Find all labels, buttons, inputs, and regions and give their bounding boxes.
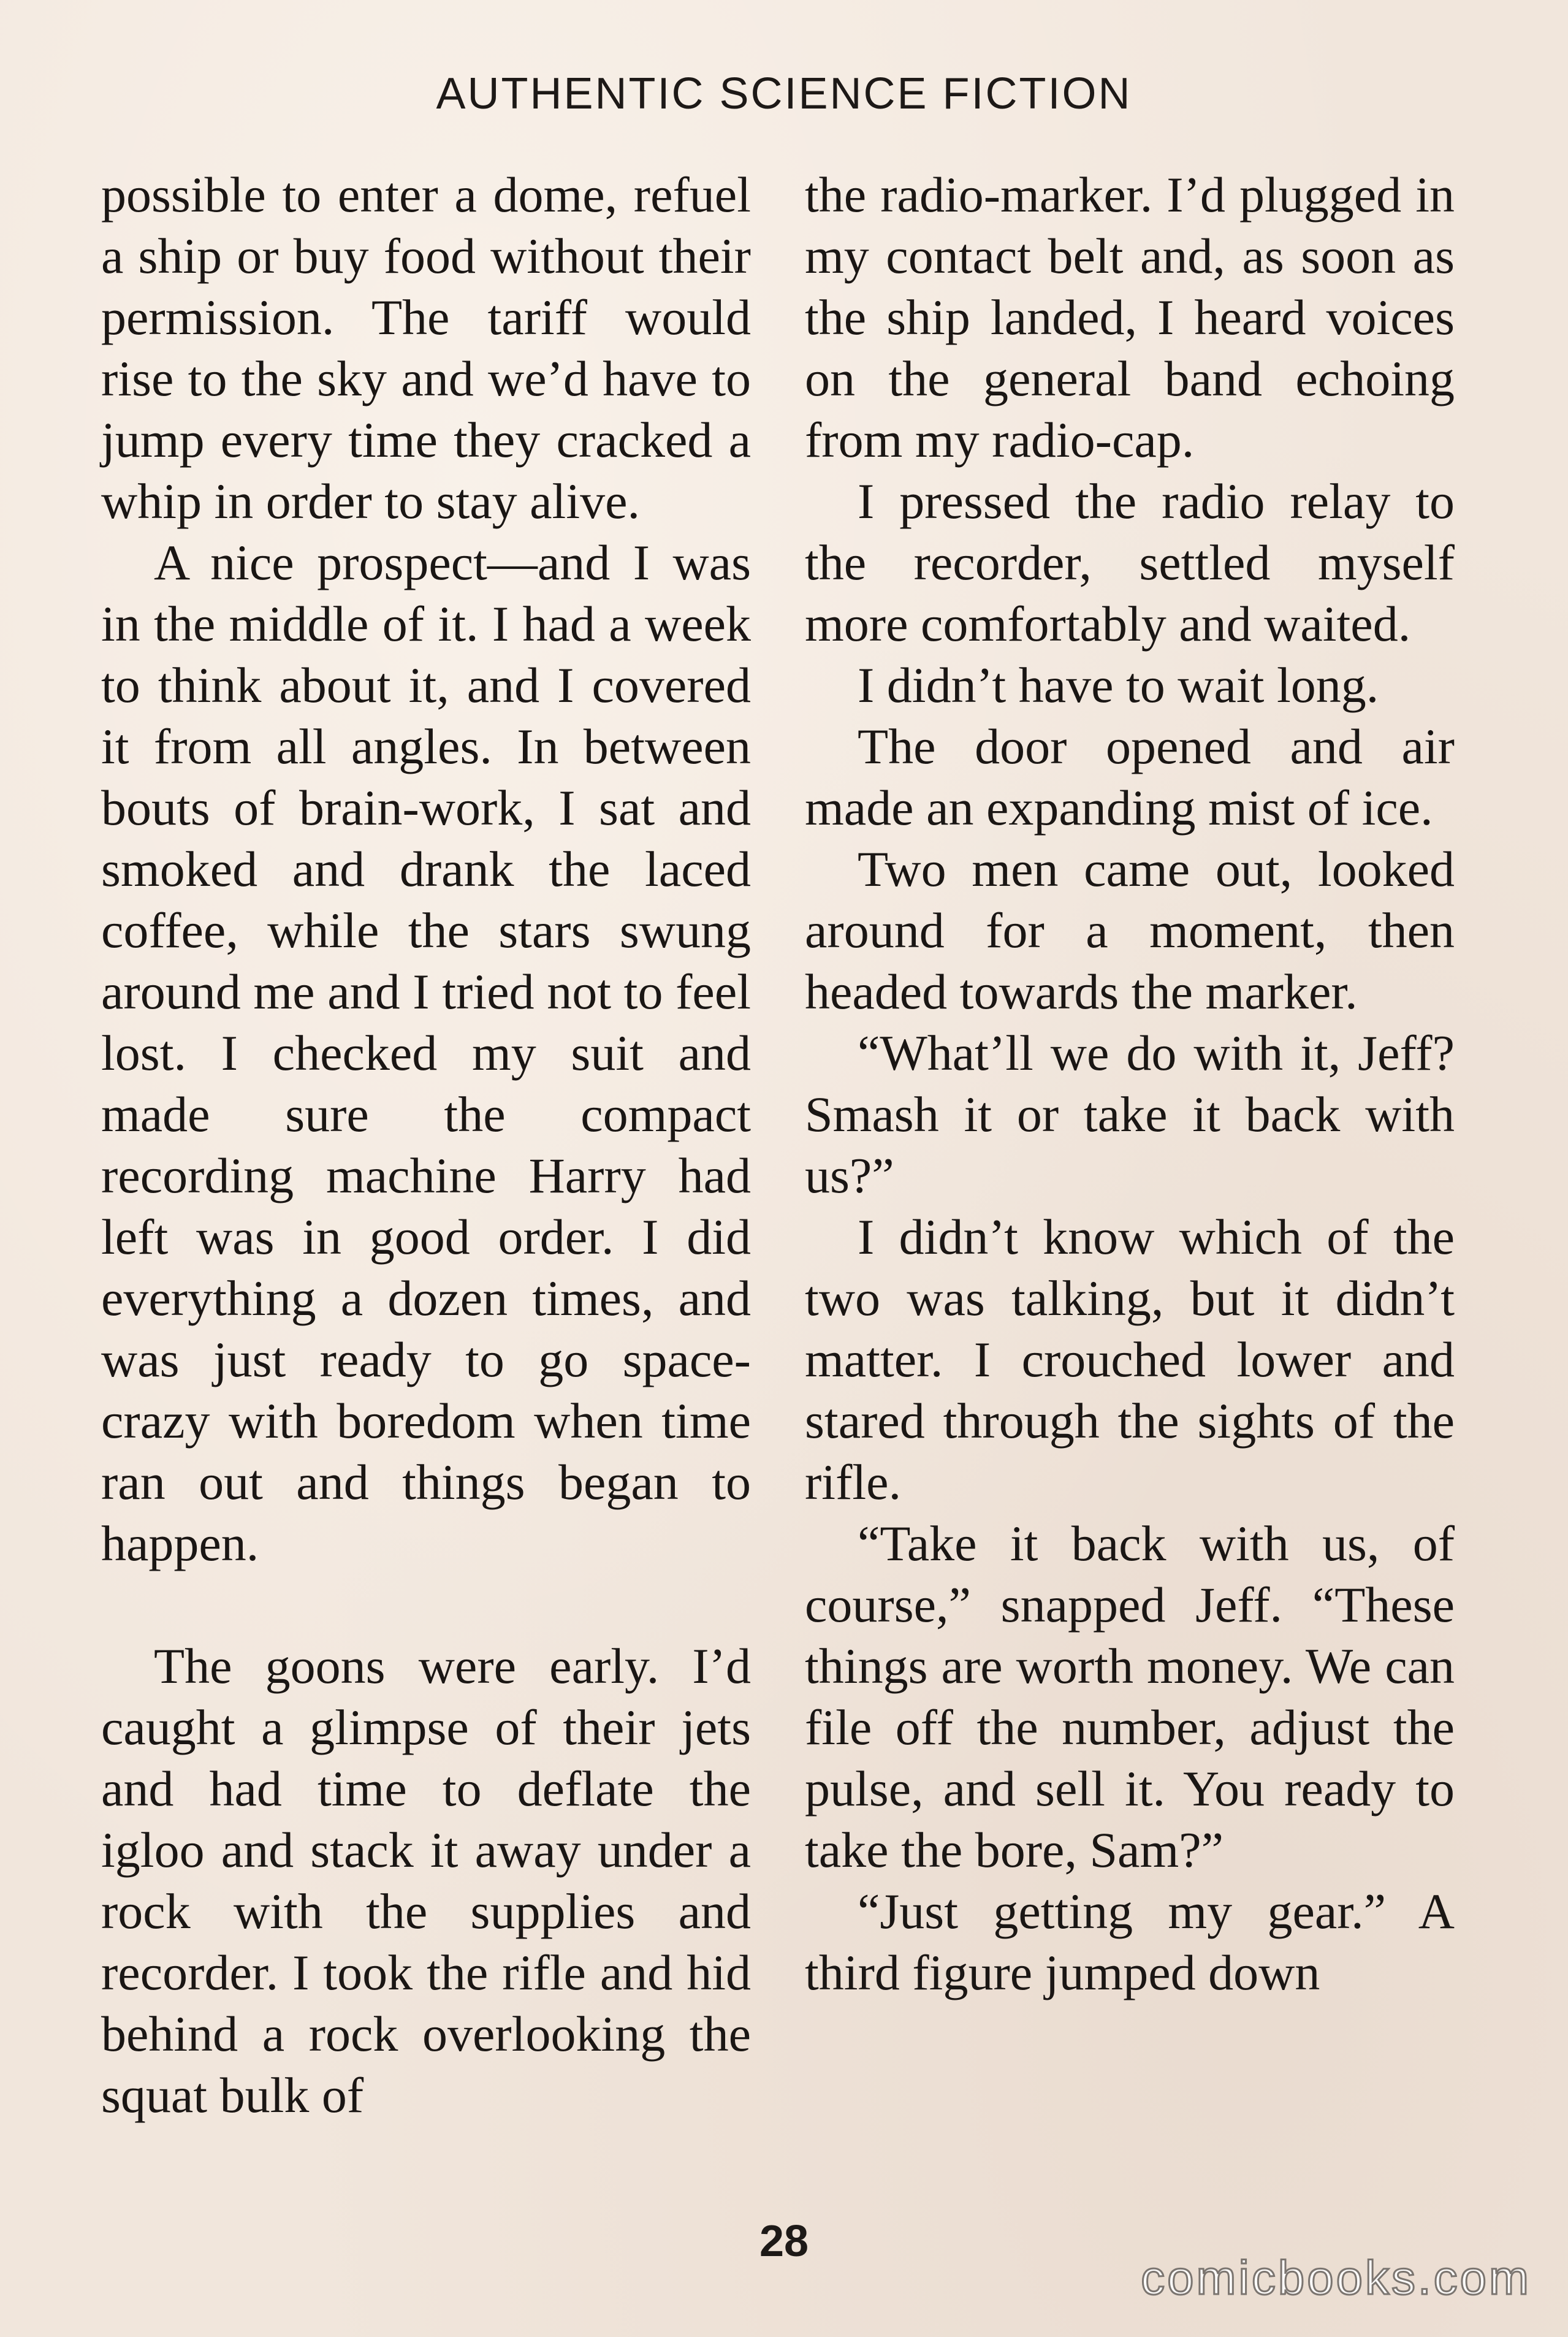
text-column-right: [805, 164, 1455, 2003]
paragraph: “Just getting my gear.” A third figure jumped down: [805, 1883, 1455, 2000]
text-column-left: [101, 164, 751, 2126]
paragraph: Two men came out, looked around for a moment, then headed towards the marker.: [805, 841, 1455, 1020]
paragraph: possible to enter a dome, refuel a ship or buy food without their permission. The tariff would rise to the sky and we’d have to jump every time they cracked a whip in order to stay alive.: [101, 167, 751, 529]
paragraph: A nice prospect—and I was in the middle of it. I had a week to think about it, and I covered it from all angles. In between bouts of brain-work, I sat and smoked and drank the laced coffee, while the stars swung around me and I tried not to feel lost. I checked my suit and made sure the compact recording machine Harry had left was in good order. I did everything a dozen times, and was just ready to go space-crazy with boredom when time ran out and things began to happen.: [101, 535, 751, 1571]
paragraph: the radio-marker. I’d plugged in my contact belt and, as soon as the ship landed, I heard voices on the general band echoing from my radio-cap.: [805, 167, 1455, 468]
paragraph: I didn’t know which of the two was talking, but it didn’t matter. I crouched lower and stared through the sights of the rifle.: [805, 1209, 1455, 1510]
paragraph: “Take it back with us, of course,” snapped Jeff. “These things are worth money. We can file off the number, adjust the pulse, and sell it. You ready to take the bore, Sam?”: [805, 1515, 1455, 1878]
running-head-title: AUTHENTIC SCIENCE FICTION: [436, 69, 1132, 118]
paragraph: The goons were early. I’d caught a glimpse of their jets and had time to deflate the igloo and stack it away under a rock with the supplies and recorder. I took the rifle and hid behind a rock overlooking the squat bulk of: [101, 1638, 751, 2123]
paragraph: I pressed the radio relay to the recorder, settled myself more comfortably and waited.: [805, 473, 1455, 652]
page-number: 28: [759, 2217, 809, 2266]
paragraph: I didn’t have to wait long.: [858, 657, 1379, 713]
watermark-text: comicbooks.com: [1141, 2251, 1531, 2305]
section-break: [101, 1574, 751, 1636]
paragraph: “What’ll we do with it, Jeff? Smash it or take it back with us?”: [805, 1025, 1455, 1203]
paragraph: The door opened and air made an expanding mist of ice.: [805, 719, 1455, 836]
